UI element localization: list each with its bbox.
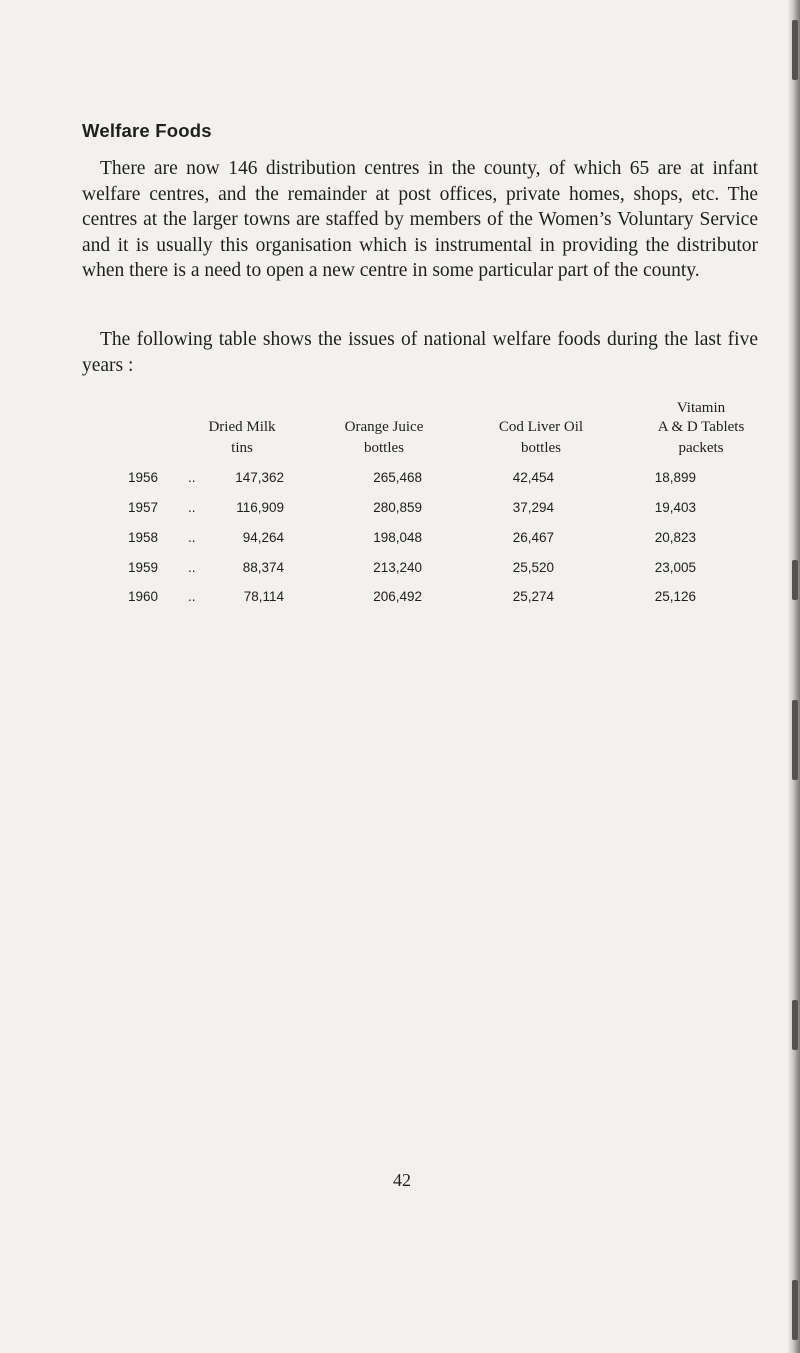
col-unit-vitamin-tablets: packets	[678, 440, 724, 456]
row-leader: ..	[188, 589, 196, 604]
cell-orange-juice: 280,859	[373, 500, 422, 515]
cell-vitamin-tablets: 23,005	[654, 560, 696, 575]
page-edge-shadow	[788, 0, 800, 1353]
cell-vitamin-tablets: 25,126	[654, 589, 696, 604]
cell-vitamin-tablets: 18,899	[654, 470, 696, 485]
page-number: 42	[393, 1170, 411, 1190]
col-header-cod-liver-oil: Cod Liver Oil	[498, 419, 584, 435]
row-leader: ..	[188, 530, 196, 545]
row-leader: ..	[188, 500, 196, 515]
cell-dried-milk: 116,909	[236, 500, 284, 515]
edge-mark	[792, 700, 798, 780]
cell-orange-juice: 198,048	[373, 530, 422, 545]
edge-mark	[792, 1000, 798, 1050]
welfare-foods-table	[82, 400, 758, 730]
row-year: 1957	[128, 500, 159, 515]
row-year: 1958	[128, 530, 159, 545]
cell-orange-juice: 206,492	[373, 589, 422, 604]
row-leader: ..	[188, 560, 196, 575]
cell-cod-liver-oil: 42,454	[512, 470, 554, 485]
cell-vitamin-tablets: 19,403	[654, 500, 696, 515]
table-intro-paragraph: The following table shows the issues of national welfare foods during the last five years :	[82, 329, 758, 376]
col-unit-orange-juice: bottles	[364, 440, 404, 456]
cell-orange-juice: 213,240	[373, 560, 422, 575]
row-year: 1956	[128, 470, 159, 485]
cell-dried-milk: 94,264	[242, 530, 284, 545]
cell-cod-liver-oil: 25,520	[512, 560, 554, 575]
row-leader: ..	[188, 470, 196, 485]
cell-dried-milk: 147,362	[235, 470, 284, 485]
edge-mark	[792, 1280, 798, 1340]
cell-cod-liver-oil: 37,294	[512, 500, 554, 515]
col-header-vitamin-line1: Vitamin	[676, 400, 726, 416]
edge-mark	[792, 20, 798, 80]
section-heading: Welfare Foods	[82, 120, 212, 141]
intro-paragraph: There are now 146 distribution centres in the county, of which 65 are at infant welfare centres, and the remainder at post offices, private homes, shops, etc. The centres at the larger towns are staffed by members of the Women’s Voluntary Service and it is usually this organisation which is instrumental in providing the distributor when there is a need to open a new centre in some particular part of the county.	[82, 158, 758, 281]
cell-vitamin-tablets: 20,823	[654, 530, 696, 545]
col-unit-dried-milk: tins	[231, 440, 253, 456]
col-header-vitamin-tablets: A & D Tablets	[657, 419, 745, 435]
col-header-dried-milk: Dried Milk	[208, 419, 276, 435]
cell-cod-liver-oil: 25,274	[512, 589, 554, 604]
edge-mark	[792, 560, 798, 600]
row-year: 1960	[128, 589, 159, 604]
col-unit-cod-liver-oil: bottles	[521, 440, 561, 456]
cell-dried-milk: 78,114	[243, 589, 284, 604]
cell-orange-juice: 265,468	[373, 470, 422, 485]
col-header-orange-juice: Orange Juice	[344, 419, 424, 435]
row-year: 1959	[128, 560, 159, 575]
cell-dried-milk: 88,374	[242, 560, 284, 575]
cell-cod-liver-oil: 26,467	[512, 530, 554, 545]
